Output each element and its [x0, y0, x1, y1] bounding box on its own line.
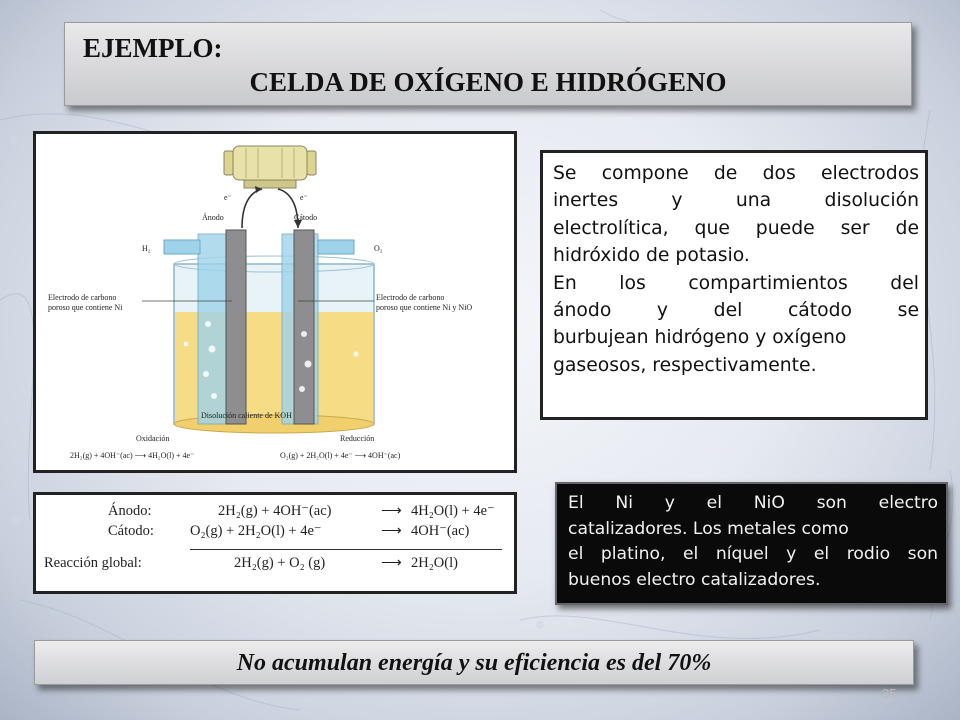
anode-eq-products: 4H₂O(l) + 4e⁻ [411, 503, 495, 519]
catalysts-line: buenos electro catalizadores. [568, 569, 821, 590]
oxidation-equation: 2H₂(g) + 4OH⁻(ac) ⟶ 4H₂O(l) + 4e⁻ [70, 451, 195, 460]
fuel-cell-diagram [33, 131, 517, 473]
cathode-label: Cátodo [294, 213, 318, 222]
description-line: electrolítica, que puede ser de [553, 217, 919, 239]
catalysts-line: El Ni y el NiO son electro [568, 493, 938, 513]
description-line: gaseosos, respectivamente. [553, 354, 817, 376]
arrow-icon: ⟶ [381, 503, 402, 519]
title-line-1: EJEMPLO: [83, 33, 223, 63]
catalysts-box [555, 482, 948, 605]
motor-icon [224, 146, 316, 188]
o2-inlet [318, 240, 354, 254]
solution-label: Disolución caliente de KOH [201, 411, 292, 420]
equations-panel [33, 492, 517, 594]
description-line: Se compone de dos electrodos [553, 163, 919, 184]
oxidation-label: Oxidación [136, 434, 170, 443]
anode-electrode [226, 230, 246, 424]
right-electrode-label-2: poroso que contiene Ni y NiO [376, 303, 473, 312]
description-line: burbujean hidrógeno y oxígeno [553, 327, 847, 349]
description-line: inertes y una disolución [553, 190, 919, 212]
description-line: ánodo y del cátodo se [553, 300, 919, 322]
arrow-icon: ⟶ [381, 555, 402, 571]
global-eq-products: 2H₂O(l) [411, 555, 458, 571]
cathode-eq-reactants: O₂(g) + 2H₂O(l) + 4e⁻ [190, 523, 322, 539]
electron-label-left: e⁻ [224, 193, 232, 202]
o2-label: O₂ [374, 244, 383, 253]
cathode-eq-products: 4OH⁻(ac) [411, 523, 470, 539]
global-eq-label: Reacción global: [44, 555, 142, 571]
equation-divider [190, 549, 502, 550]
description-box [540, 150, 928, 420]
conclusion-text: No acumulan energía y su eficiencia es del 70% [236, 650, 712, 676]
cathode-eq-label: Cátodo: [108, 523, 154, 539]
reduction-equation: O₂(g) + 2H₂O(l) + 4e⁻ ⟶ 4OH⁻(ac) [280, 451, 401, 460]
reduction-label: Reducción [340, 434, 375, 443]
catalysts-line: el platino, el níquel y el rodio son [568, 544, 938, 565]
description-line: hidróxido de potasio. [553, 245, 750, 267]
description-line: En los compartimientos del [553, 272, 919, 294]
anode-eq-label: Ánodo: [108, 503, 152, 519]
h2-inlet [164, 240, 200, 254]
electron-label-right: e⁻ [300, 193, 308, 202]
global-eq-reactants: 2H₂(g) + O₂ (g) [234, 555, 326, 571]
left-electrode-label-1: Electrodo de carbono [48, 293, 117, 302]
anode-label: Ánodo [202, 213, 224, 222]
title-line-2: CELDA DE OXÍGENO E HIDRÓGENO [249, 67, 727, 97]
left-electrode-label-2: poroso que contiene Ni [48, 303, 123, 312]
fuel-cell-illustration [36, 134, 514, 470]
catalysts-line: catalizadores. Los metales como [568, 518, 849, 539]
cathode-electrode [294, 230, 314, 424]
h2-label: H₂ [142, 244, 151, 253]
wire-right [278, 189, 298, 228]
conclusion-banner [34, 640, 914, 685]
title-banner [64, 22, 912, 106]
arrow-icon: ⟶ [381, 523, 402, 539]
wire-left [242, 189, 262, 228]
page-number: 35 [882, 686, 897, 701]
right-electrode-label-1: Electrodo de carbono [376, 293, 445, 302]
anode-eq-reactants: 2H₂(g) + 4OH⁻(ac) [218, 503, 332, 519]
